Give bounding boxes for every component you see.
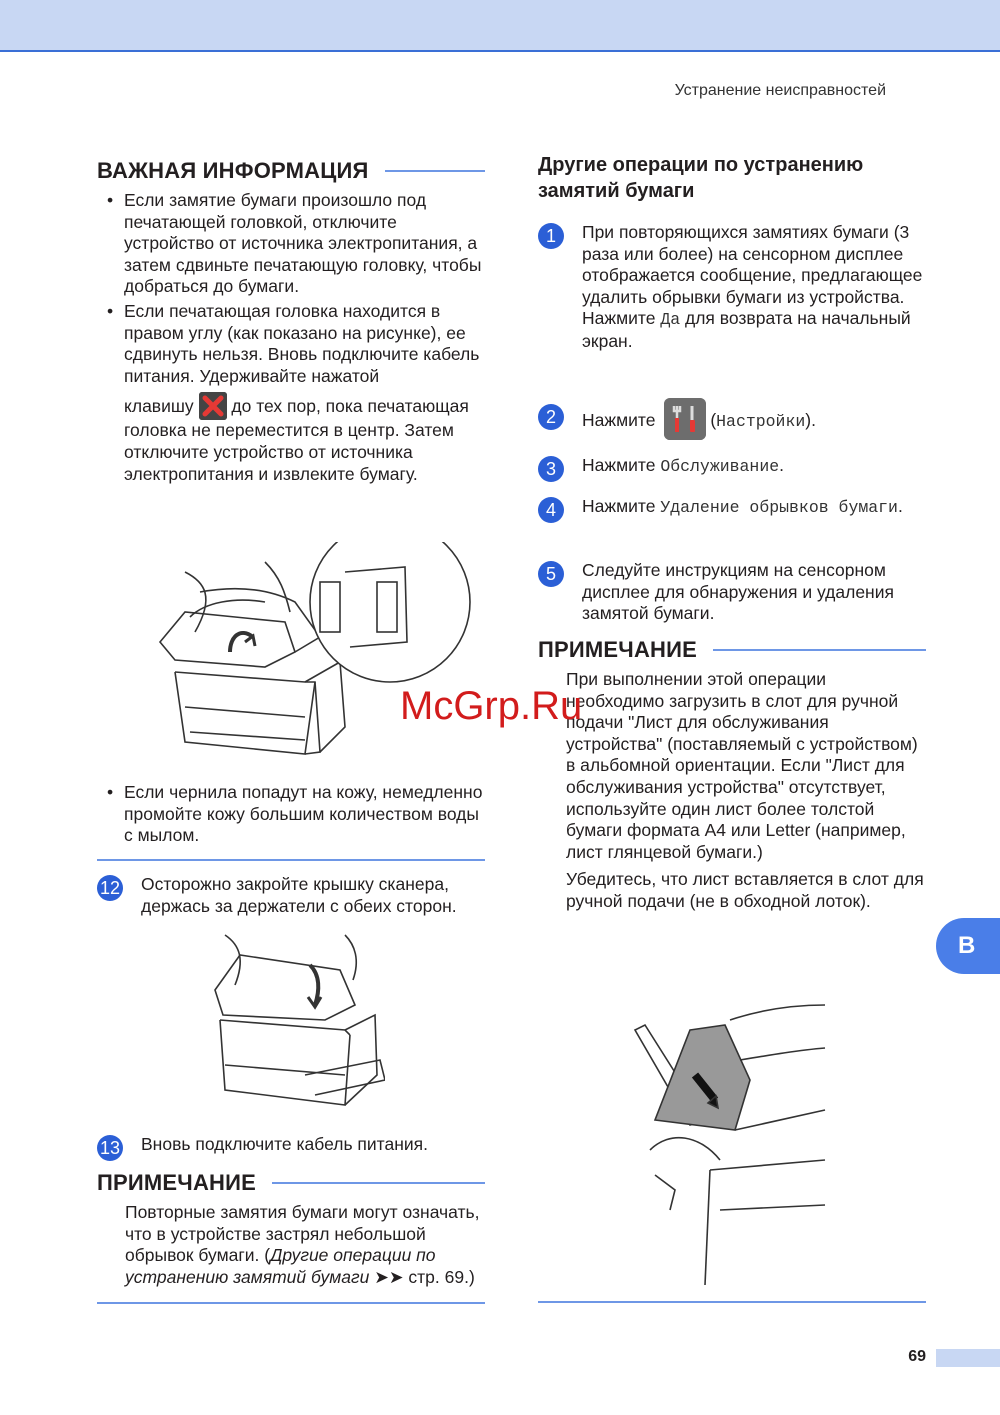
bullet-text: Если замятие бумаги произошло под печатающей головкой, отключите устройство от источника электропитания, а затем сдвиньте печатающую головку, чтобы добраться до бумаги. [124,190,482,297]
step-text: . [897,496,903,516]
step-1 [538,222,926,353]
step-text: Нажмите [582,308,656,329]
step-13 [97,1134,485,1156]
important-block [97,158,485,485]
important-heading [97,158,485,184]
watermark-text: McGrp.Ru [400,684,583,728]
step-text: Нажмите [582,410,656,430]
chapter-tab[interactable]: B [936,918,1000,974]
note-heading [538,637,926,663]
important-title: ВАЖНАЯ ИНФОРМАЦИЯ [97,158,369,183]
important-block-cont [97,782,485,861]
page-number: 69 [908,1348,926,1365]
step-4 [538,496,926,519]
cancel-key-icon [199,392,227,420]
step-text: для возврата на начальный экран. [582,308,911,351]
settings-tools-icon [664,398,706,440]
printer-open-illustration [145,542,485,764]
list-item [97,782,485,847]
section-title: Другие операции по устранению замятий бумаги [538,154,864,202]
step-number-badge: 13 [97,1135,123,1161]
note-paragraph: При выполнении этой операции необходимо загрузить в слот для ручной подачи "Лист для обслуживания устройства" (поставляемый с устройством) в альбомной ориентации. Если "Лист для обслуживания устройства" отсутствует, используйте один лист более толстой бумаги формата A4 или Letter (например, лист глянцевой бумаги.) [566,669,918,862]
step-number-badge: 2 [538,404,564,430]
step-text: Следуйте инструкциям на сенсорном дисплее для обнаружения и удаления замятой бумаги. [582,560,894,624]
step-12 [97,874,485,917]
step-number-badge: 4 [538,497,564,523]
heading-rule [713,649,926,651]
double-arrow-icon: ➤➤ [374,1266,404,1287]
note-crossref-link[interactable]: Другие операции по устранению замятий бумаги [125,1245,436,1287]
list-item [97,190,485,298]
step-3 [538,455,926,478]
section-separator [97,1302,485,1304]
note-title: ПРИМЕЧАНИЕ [97,1170,257,1195]
top-header-band [0,0,1000,52]
step-number-badge: 5 [538,561,564,587]
step-2 [538,398,926,443]
running-header: Устранение неисправностей [674,82,886,99]
note-page-ref: стр. 69.) [408,1266,475,1287]
important-list [97,190,485,485]
section-heading [538,152,926,204]
note-block-left [97,1170,485,1304]
note-block-right [538,637,926,913]
remove-scraps-menu-label: Удаление обрывков бумаги [660,498,898,517]
step-text: Нажмите [582,496,656,516]
bullet-text: Если печатающая головка находится в правом углу (как показано на рисунке), ее сдвинуть нельзя. Вновь подключите кабель питания. Удерживайте нажатой [124,300,480,386]
section-separator [97,859,485,861]
section-separator [538,1301,926,1303]
bullet-text: Если чернила попадут на кожу, немедленно промойте кожу большим количеством воды с мылом. [124,782,483,846]
step-number-badge: 1 [538,223,564,249]
list-item [97,301,485,485]
step-text: . [779,455,785,475]
step-number-badge: 3 [538,456,564,482]
note-plain-text: Повторные замятия бумаги могут означать, что в устройстве застрял небольшой обрывок бумаги. ( [125,1202,480,1266]
step-5 [538,560,926,625]
heading-rule [272,1182,485,1184]
settings-menu-label: Настройки [716,412,806,431]
step-text: Нажмите [582,455,656,475]
note-title: ПРИМЕЧАНИЕ [538,637,698,662]
maintenance-menu-label: Обслуживание [660,457,780,476]
step-number-badge: 12 [97,875,123,901]
step-text: Вновь подключите кабель питания. [141,1134,429,1154]
heading-rule [385,170,485,172]
important-list-cont [97,782,485,847]
page-number-band [936,1349,1000,1367]
step-text: При повторяющихся замятиях бумаги (3 раза или более) на сенсорном дисплее отображается сообщение, предлагающее удалить обрывки бумаги из устройства. [582,222,923,307]
printer-close-illustration [195,925,385,1115]
note-paragraph: Убедитесь, что лист вставляется в слот для ручной подачи (не в обходной лоток). [566,869,924,911]
bullet-text: до тех пор, пока печатающая головка не переместится в центр. Затем отключите устройство от источника электропитания и извлеките бумагу. [124,396,469,484]
note-heading [97,1170,485,1196]
step-text: Осторожно закройте крышку сканера, держась за держатели с обеих сторон. [141,874,457,916]
step-text: ( [710,410,717,430]
step-text: ). [805,410,816,430]
manual-feed-slot-illustration [630,1000,830,1285]
note-text [97,1202,485,1288]
bullet-text: клавишу [124,396,194,417]
yes-button-label: Да [660,310,681,330]
